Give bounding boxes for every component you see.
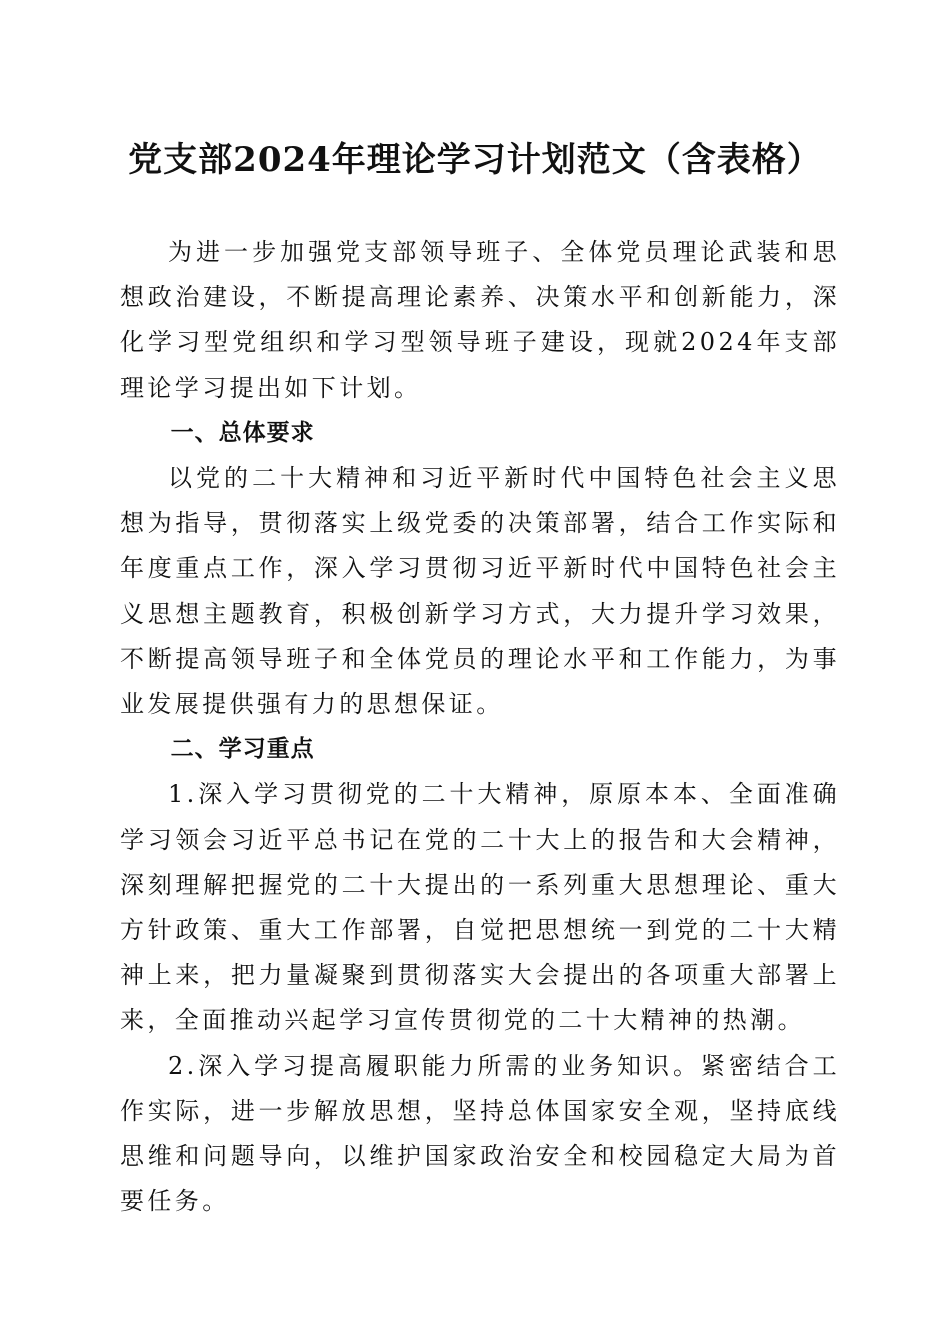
section-heading-general-requirements: 一、总体要求 <box>170 419 315 446</box>
general-requirements-paragraph: 以党的二十大精神和习近平新时代中国特色社会主义思想为指导，贯彻落实上级党委的决策部署，结合工作实际和年度重点工作，深入学习贯彻习近平新时代中国特色社会主义思想主题教育，积极创新学习方式，大力提升学习效果，不断提高领导班子和全体党员的理论水平和工作能力，为事业发展提供强有力的思想保证。 <box>120 464 840 719</box>
study-focus-item-2: 2.深入学习提高履职能力所需的业务知识。紧密结合工作实际，进一步解放思想，坚持总体国家安全观，坚持底线思维和问题导向，以维护国家政治安全和校园稳定大局为首要任务。 <box>120 1051 840 1216</box>
document-body <box>120 230 840 1224</box>
section-heading-study-focus: 二、学习重点 <box>170 736 315 763</box>
intro-paragraph: 为进一步加强党支部领导班子、全体党员理论武装和思想政治建设，不断提高理论素养、决策水平和创新能力，深化学习型党组织和学习型领导班子建设，现就2024年支部理论学习提出如下计划。 <box>120 238 840 402</box>
study-focus-item-1: 1.深入学习贯彻党的二十大精神，原原本本、全面准确学习领会习近平总书记在党的二十大上的报告和大会精神，深刻理解把握党的二十大提出的一系列重大思想理论、重大方针政策、重大工作部署，自觉把思想统一到党的二十大精神上来，把力量凝聚到贯彻落实大会提出的各项重大部署上来，全面推动兴起学习宣传贯彻党的二十大精神的热潮。 <box>120 780 840 1035</box>
document-title: 党支部2024年理论学习计划范文（含表格） <box>128 140 822 180</box>
